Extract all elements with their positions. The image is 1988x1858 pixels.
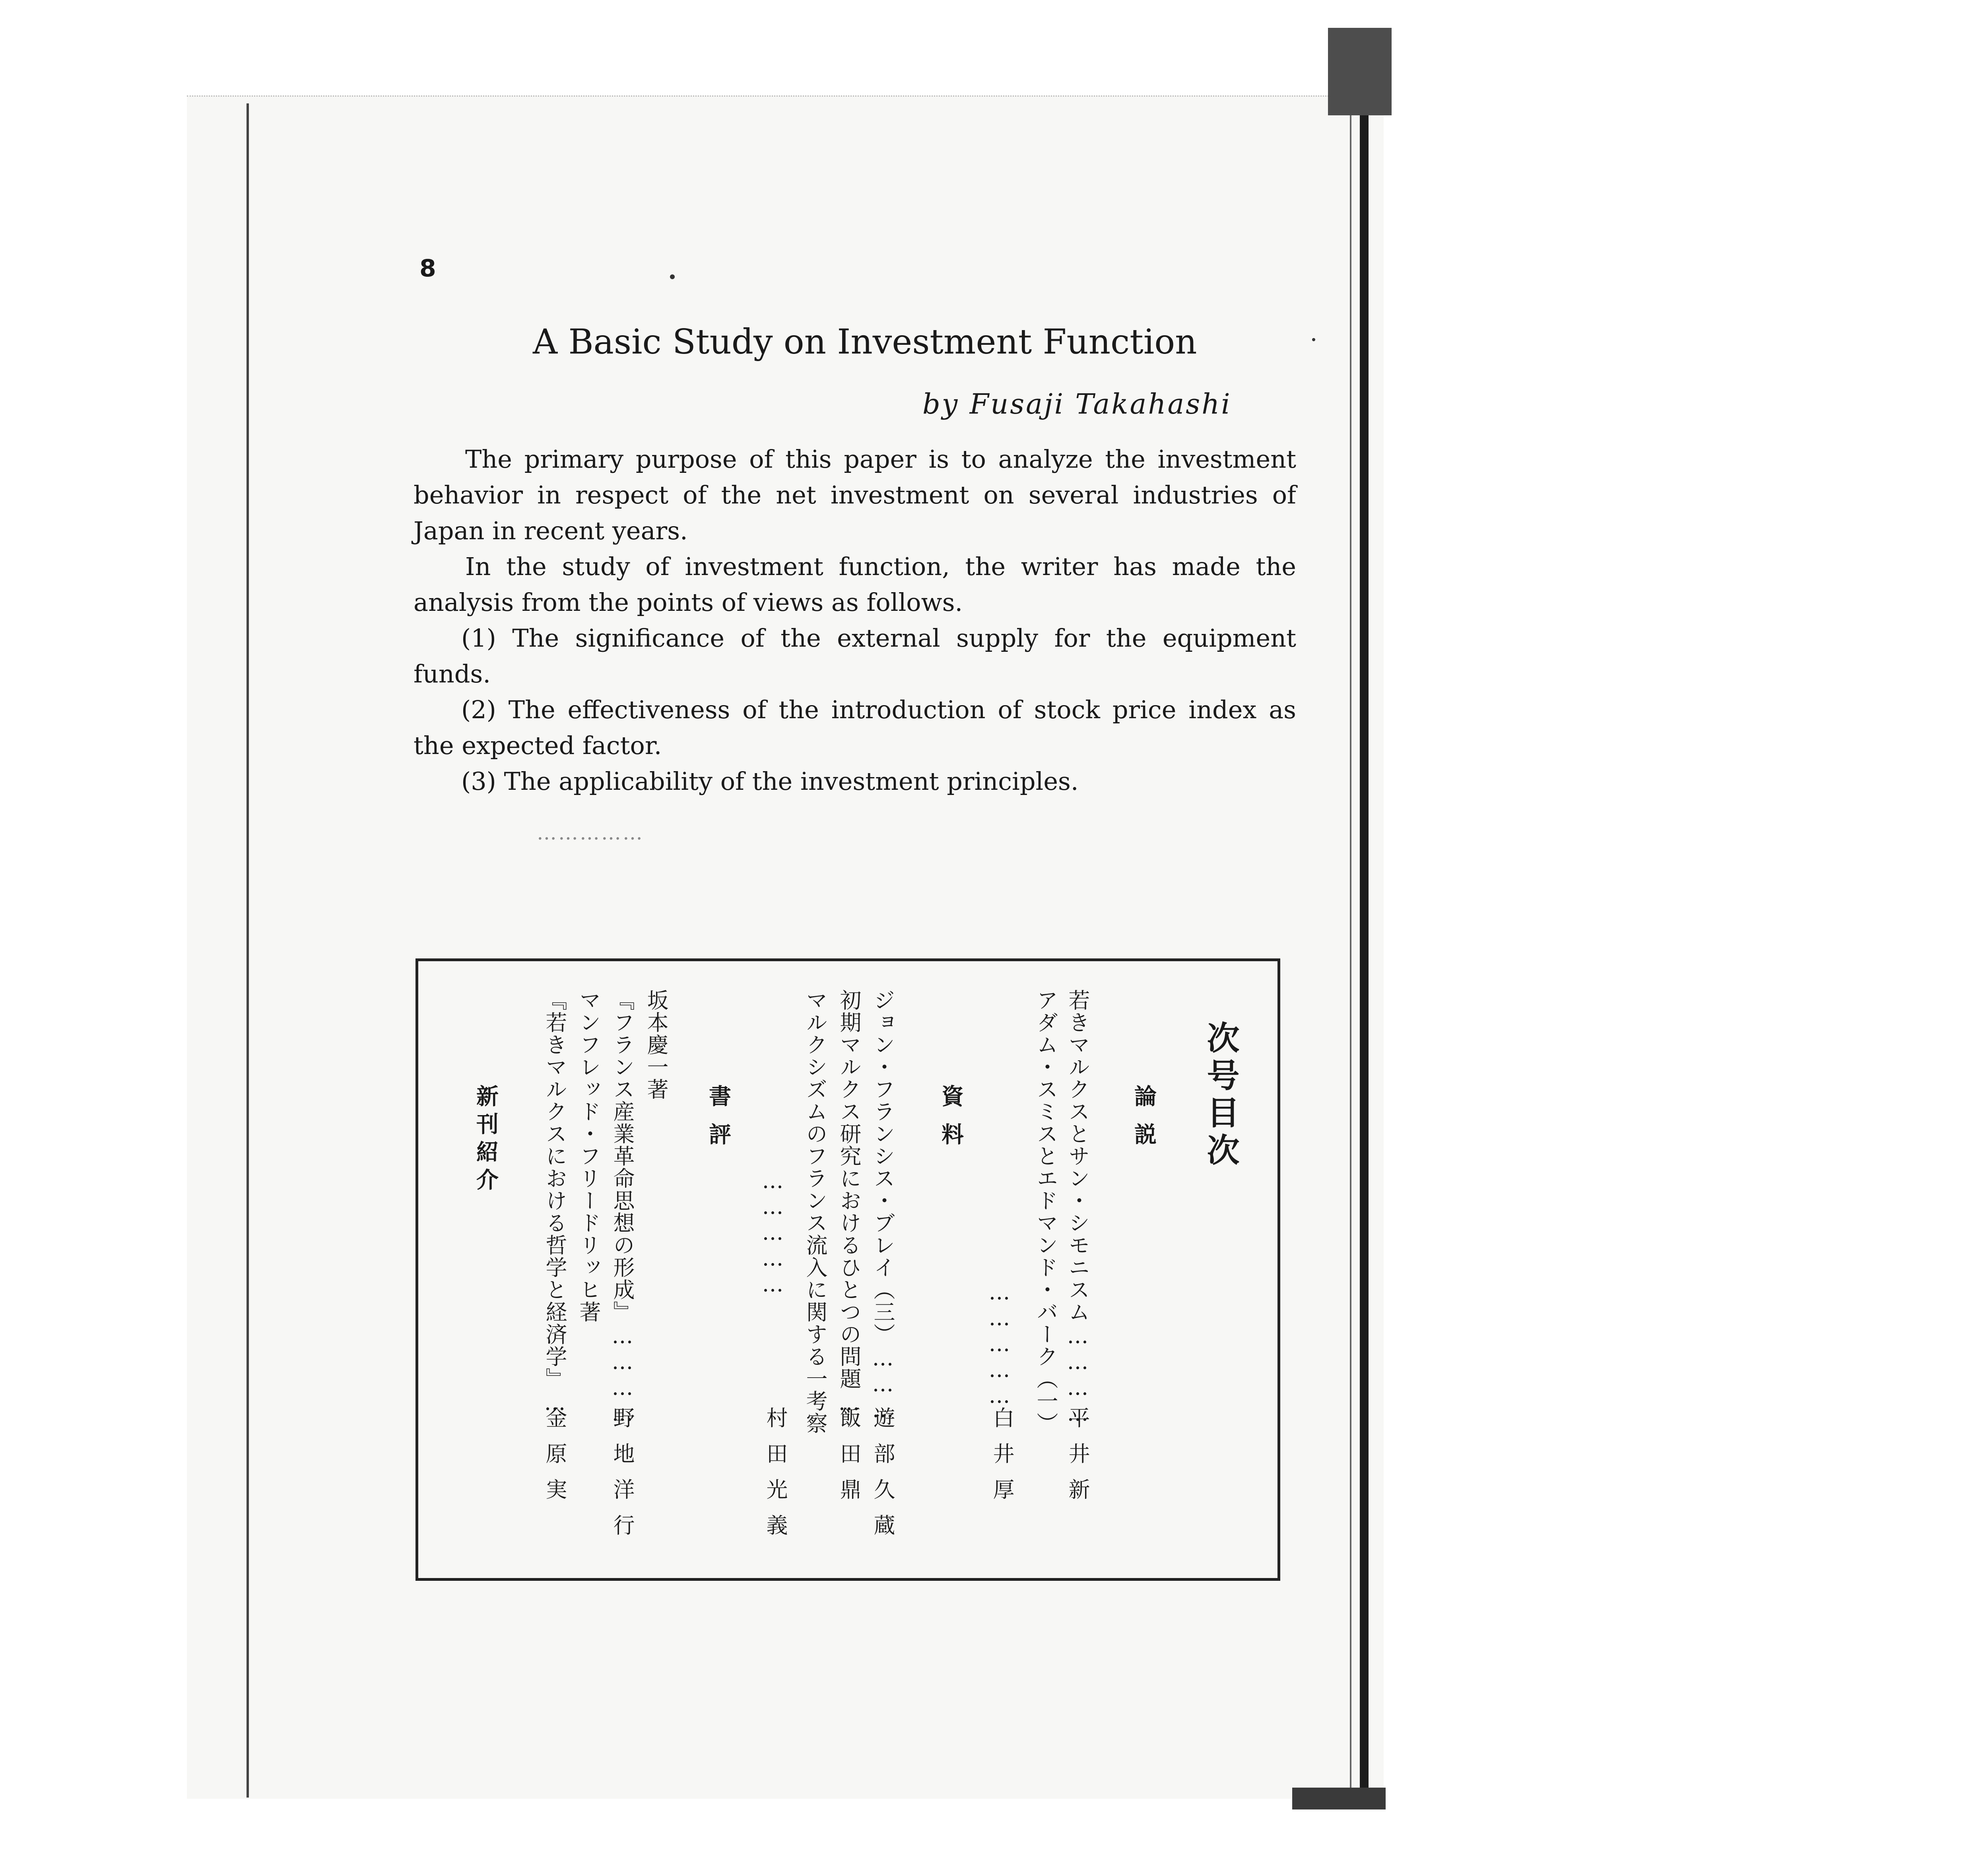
toc-entry-book-author: 坂本慶一著 xyxy=(644,989,669,1100)
toc-entry-title: 初期マルクス研究におけるひとつの問題… xyxy=(837,989,862,1416)
abstract-paragraph-2: In the study of investment function, the writer has made the analysis from the points of views as follows. xyxy=(414,552,1296,617)
toc-entry-title: マルクシズムのフランス流入に関する一考察 xyxy=(803,989,828,1434)
toc-entry-title: ジョン・フランシス・ブレイ（三）……… xyxy=(870,989,895,1423)
section-divider: …………… xyxy=(537,821,644,844)
toc-section-reviews: 書評 xyxy=(705,1084,732,1161)
toc-section-materials: 資料 xyxy=(938,1084,964,1161)
toc-entry-dots: …………… xyxy=(760,1168,785,1297)
toc-entry-dots: …………… xyxy=(987,1279,1012,1409)
toc-entry-author: 村田光義 xyxy=(763,1407,788,1550)
toc-entry-author: 遊部久蔵 xyxy=(870,1407,895,1550)
toc-entry-author: 平井新 xyxy=(1065,1407,1090,1514)
binding-line xyxy=(1350,32,1351,1798)
binding-spine xyxy=(1360,32,1369,1798)
toc-section-articles: 論説 xyxy=(1131,1084,1157,1161)
toc-entry-title: 『フランス産業革命思想の形成』………… xyxy=(610,989,635,1427)
page-left-edge-rule xyxy=(247,103,249,1798)
binding-bottom-shadow xyxy=(1292,1788,1386,1809)
toc-heading: 次号目次 xyxy=(1202,1021,1240,1170)
toc-entry-author: 金原実 xyxy=(542,1407,567,1514)
binding-top-shadow xyxy=(1328,28,1392,115)
toc-entry-author: 飯田鼎 xyxy=(837,1407,862,1514)
abstract-paragraph-1: The primary purpose of this paper is to analyze the investment behavior in respect of the net investment on several industries of Japan in recent years. xyxy=(414,445,1296,545)
next-issue-toc xyxy=(415,958,1280,1581)
scan-speck xyxy=(670,274,675,279)
list-item: (3) The applicability of the investment principles. xyxy=(461,767,1079,796)
toc-entry-title: アダム・スミスとエドマンド・バーク（一） xyxy=(1033,989,1058,1434)
list-item: (1) The significance of the external supply for the equipment funds. xyxy=(414,624,1296,688)
toc-entry-author: 白井厚 xyxy=(990,1407,1015,1514)
toc-entry-title: 『若きマルクスにおける哲学と経済学』… xyxy=(542,989,567,1416)
toc-entry-author: 野地洋行 xyxy=(610,1407,635,1550)
page-number: 8 xyxy=(419,255,436,282)
toc-entry-title: 若きマルクスとサン・シモニスム………… xyxy=(1065,989,1090,1427)
paper-author: by Fusaji Takahashi xyxy=(922,388,1232,420)
paper-title: A Basic Study on Investment Function xyxy=(533,322,1197,362)
toc-entry-book-author: マンフレッド・フリードリッヒ著 xyxy=(576,989,601,1323)
scan-speck xyxy=(1312,338,1315,341)
list-item: (2) The effectiveness of the introduction of stock price index as the expected factor. xyxy=(414,695,1296,760)
abstract xyxy=(414,441,1296,799)
toc-section-new-books: 新刊紹介 xyxy=(473,1084,499,1196)
